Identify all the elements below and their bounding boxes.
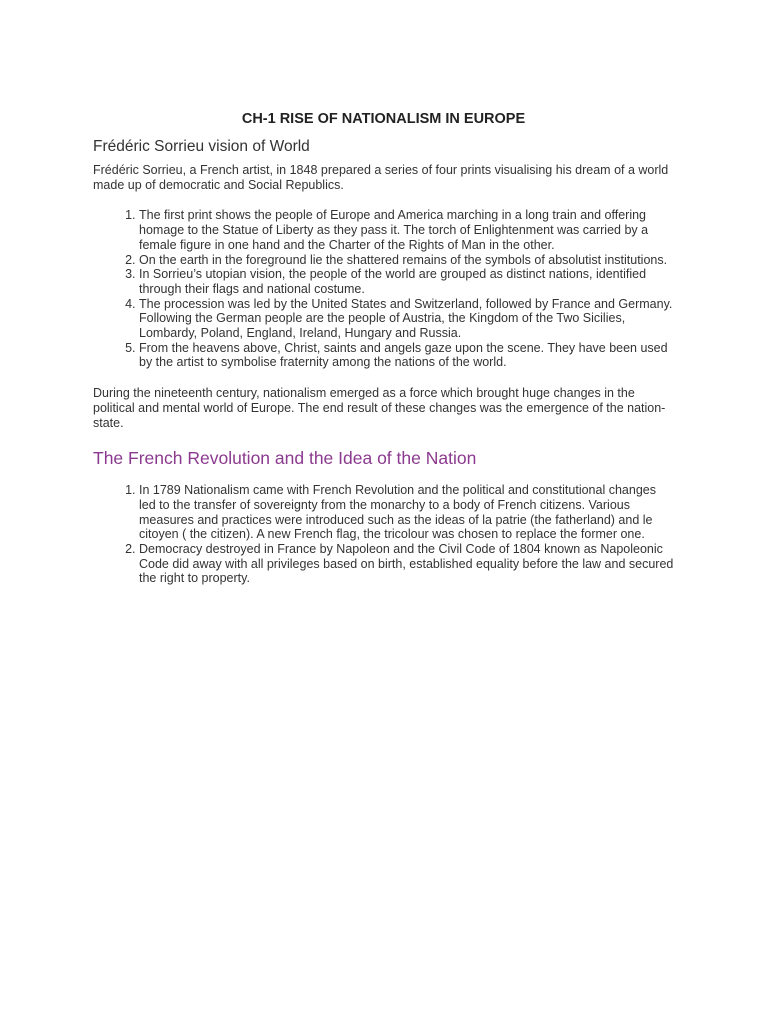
document-subtitle: Frédéric Sorrieu vision of World <box>93 138 310 155</box>
intro-paragraph: Frédéric Sorrieu, a French artist, in 1848 prepared a series of four prints visualising his dream of a world made up of democratic and Social Republics. <box>93 163 669 192</box>
french-revolution-list <box>93 483 674 586</box>
list-item: 2. On the earth in the foreground lie the shattered remains of the symbols of absolutist institutions. <box>139 253 674 268</box>
section-heading-french-revolution: The French Revolution and the Idea of the Nation <box>93 448 477 469</box>
document-title: CH-1 RISE OF NATIONALISM IN EUROPE <box>241 111 526 127</box>
list-item: 5. From the heavens above, Christ, saints and angels gaze upon the scene. They have been used by the artist to symbolise fraternity among the nations of the world. <box>139 341 674 370</box>
nineteenth-century-paragraph: During the nineteenth century, nationalism emerged as a force which brought huge changes in the political and mental world of Europe. The end result of these changes was the emergence of the nation-state. <box>93 386 666 430</box>
list-item: 2. Democracy destroyed in France by Napoleon and the Civil Code of 1804 known as Napoleonic Code did away with all privileges based on birth, established equality before the law and secured the right to property. <box>139 542 674 586</box>
sorrieu-prints-list <box>93 208 674 370</box>
list-item: 3. In Sorrieu’s utopian vision, the people of the world are grouped as distinct nations, identified through their flags and national costume. <box>139 267 674 296</box>
list-item: 4. The procession was led by the United States and Switzerland, followed by France and Germany. Following the German people are the people of Austria, the Kingdom of the Two Sicilies, Lombardy, Poland, England, Ireland, Hungary and Russia. <box>139 297 674 341</box>
list-item: 1. The first print shows the people of Europe and America marching in a long train and offering homage to the Statue of Liberty as they pass it. The torch of Enlightenment was carried by a female figure in one hand and the Charter of the Rights of Man in the other. <box>139 208 674 252</box>
list-item: 1. In 1789 Nationalism came with French Revolution and the political and constitutional changes led to the transfer of sovereignty from the monarchy to a body of French citizens. Various measures and practices were introduced such as the ideas of la patrie (the fatherland) and le citoyen ( the citizen). A new French flag, the tricolour was chosen to replace the former one. <box>139 483 674 542</box>
